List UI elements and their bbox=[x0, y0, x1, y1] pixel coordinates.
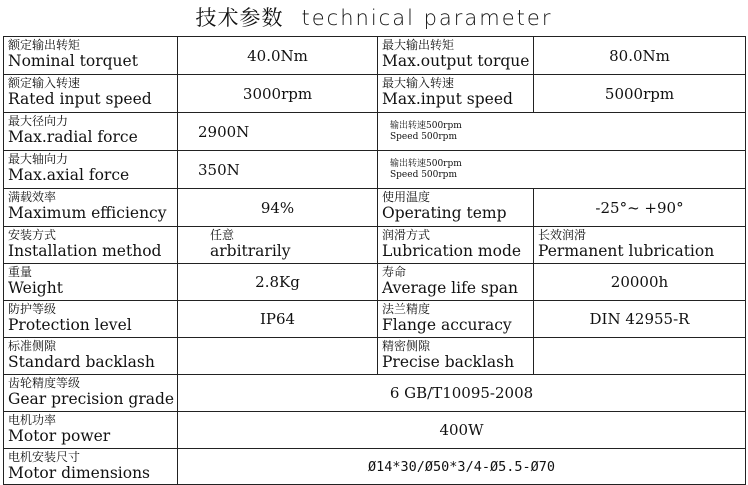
table-row bbox=[4, 227, 746, 264]
average-life-span-value: 20000h bbox=[534, 264, 746, 301]
label-en: Motor dimensions bbox=[8, 464, 151, 482]
protection-level-value: IP64 bbox=[178, 301, 378, 338]
table-row bbox=[4, 375, 746, 412]
label-en: Max.input speed bbox=[382, 90, 513, 108]
table-row bbox=[4, 264, 746, 301]
label-en: Gear precision grade bbox=[8, 390, 175, 408]
label-zh: 重量 bbox=[8, 265, 33, 279]
label-en: Weight bbox=[8, 279, 63, 297]
label-zh: 额定输入转速 bbox=[8, 76, 81, 90]
max-radial-force-label bbox=[4, 113, 178, 151]
table-row bbox=[4, 113, 746, 151]
label-zh: 防护等级 bbox=[8, 302, 57, 316]
max-output-torque-label bbox=[378, 37, 534, 75]
installation-method-value bbox=[178, 227, 378, 264]
note-zh: 输出转速500rpm bbox=[390, 120, 462, 131]
label-en: Installation method bbox=[8, 242, 162, 260]
label-zh: 最大输入转速 bbox=[382, 76, 455, 90]
label-en: Flange accuracy bbox=[382, 316, 512, 334]
rated-input-speed-label bbox=[4, 75, 178, 113]
weight-value: 2.8Kg bbox=[178, 264, 378, 301]
value-zh: 长效润滑 bbox=[538, 228, 587, 242]
label-zh: 法兰精度 bbox=[382, 302, 431, 316]
precise-backlash-label bbox=[378, 338, 534, 375]
flange-accuracy-label bbox=[378, 301, 534, 338]
standard-backlash-value bbox=[178, 338, 378, 375]
label-en: Average life span bbox=[382, 279, 519, 297]
label-zh: 额定输出转矩 bbox=[8, 38, 81, 52]
table-row bbox=[4, 151, 746, 189]
gear-precision-grade-label bbox=[4, 375, 178, 412]
max-radial-force-note bbox=[378, 113, 746, 151]
flange-accuracy-value: DIN 42955-R bbox=[534, 301, 746, 338]
label-zh: 电机安装尺寸 bbox=[8, 450, 81, 464]
motor-power-value: 400W bbox=[178, 412, 746, 449]
note-en: Speed 500rpm bbox=[390, 131, 457, 142]
table-row bbox=[4, 189, 746, 227]
label-en: Precise backlash bbox=[382, 353, 515, 371]
max-axial-force-note bbox=[378, 151, 746, 189]
motor-dimensions-label bbox=[4, 449, 178, 485]
max-input-speed-label bbox=[378, 75, 534, 113]
label-zh: 润滑方式 bbox=[382, 228, 431, 242]
page-title bbox=[0, 0, 748, 36]
table-row bbox=[4, 412, 746, 449]
parameter-table bbox=[3, 36, 746, 485]
title-zh: 技术参数 bbox=[195, 6, 284, 30]
max-axial-force-value: 350N bbox=[178, 151, 378, 189]
value-en: arbitrarily bbox=[210, 242, 291, 260]
table-row bbox=[4, 37, 746, 75]
table-row bbox=[4, 75, 746, 113]
label-zh: 最大轴向力 bbox=[8, 152, 69, 166]
label-zh: 最大输出转矩 bbox=[382, 38, 455, 52]
table-row bbox=[4, 449, 746, 485]
label-en: Rated input speed bbox=[8, 90, 152, 108]
precise-backlash-value bbox=[534, 338, 746, 375]
lubrication-mode-label bbox=[378, 227, 534, 264]
label-zh: 最大径向力 bbox=[8, 114, 69, 128]
label-en: Max.radial force bbox=[8, 128, 138, 146]
installation-method-label bbox=[4, 227, 178, 264]
label-en: Operating temp bbox=[382, 204, 507, 222]
motor-dimensions-value: Ø14*30/Ø50*3/4-Ø5.5-Ø70 bbox=[178, 449, 746, 485]
note-zh: 输出转速500rpm bbox=[390, 158, 462, 169]
table-row bbox=[4, 301, 746, 338]
label-zh: 满载效率 bbox=[8, 190, 57, 204]
note-en: Speed 500rpm bbox=[390, 169, 457, 180]
max-radial-force-value: 2900N bbox=[178, 113, 378, 151]
label-en: Max.axial force bbox=[8, 166, 130, 184]
label-en: Nominal torquet bbox=[8, 52, 138, 70]
label-zh: 标准侧隙 bbox=[8, 339, 57, 353]
lubrication-mode-value bbox=[534, 227, 746, 264]
table-row bbox=[4, 338, 746, 375]
title-en: technical parameter bbox=[301, 6, 553, 30]
protection-level-label bbox=[4, 301, 178, 338]
max-axial-force-label bbox=[4, 151, 178, 189]
motor-power-label bbox=[4, 412, 178, 449]
label-zh: 安装方式 bbox=[8, 228, 57, 242]
label-en: Lubrication mode bbox=[382, 242, 522, 260]
operating-temp-value: -25°~ +90° bbox=[534, 189, 746, 227]
gear-precision-grade-value: 6 GB/T10095-2008 bbox=[178, 375, 746, 412]
max-output-torque-value: 80.0Nm bbox=[534, 37, 746, 75]
label-en: Protection level bbox=[8, 316, 132, 334]
value-zh: 任意 bbox=[210, 228, 235, 242]
label-en: Standard backlash bbox=[8, 353, 155, 371]
operating-temp-label bbox=[378, 189, 534, 227]
label-zh: 齿轮精度等级 bbox=[8, 376, 81, 390]
label-zh: 寿命 bbox=[382, 265, 407, 279]
average-life-span-label bbox=[378, 264, 534, 301]
nominal-torque-label bbox=[4, 37, 178, 75]
label-en: Max.output torque bbox=[382, 52, 530, 70]
standard-backlash-label bbox=[4, 338, 178, 375]
label-en: Motor power bbox=[8, 427, 111, 445]
nominal-torque-value: 40.0Nm bbox=[178, 37, 378, 75]
weight-label bbox=[4, 264, 178, 301]
label-en: Maximum efficiency bbox=[8, 204, 167, 222]
label-zh: 使用温度 bbox=[382, 190, 431, 204]
label-zh: 精密侧隙 bbox=[382, 339, 431, 353]
max-efficiency-value: 94% bbox=[178, 189, 378, 227]
max-efficiency-label bbox=[4, 189, 178, 227]
label-zh: 电机功率 bbox=[8, 413, 57, 427]
rated-input-speed-value: 3000rpm bbox=[178, 75, 378, 113]
value-en: Permanent lubrication bbox=[538, 242, 715, 260]
max-input-speed-value: 5000rpm bbox=[534, 75, 746, 113]
